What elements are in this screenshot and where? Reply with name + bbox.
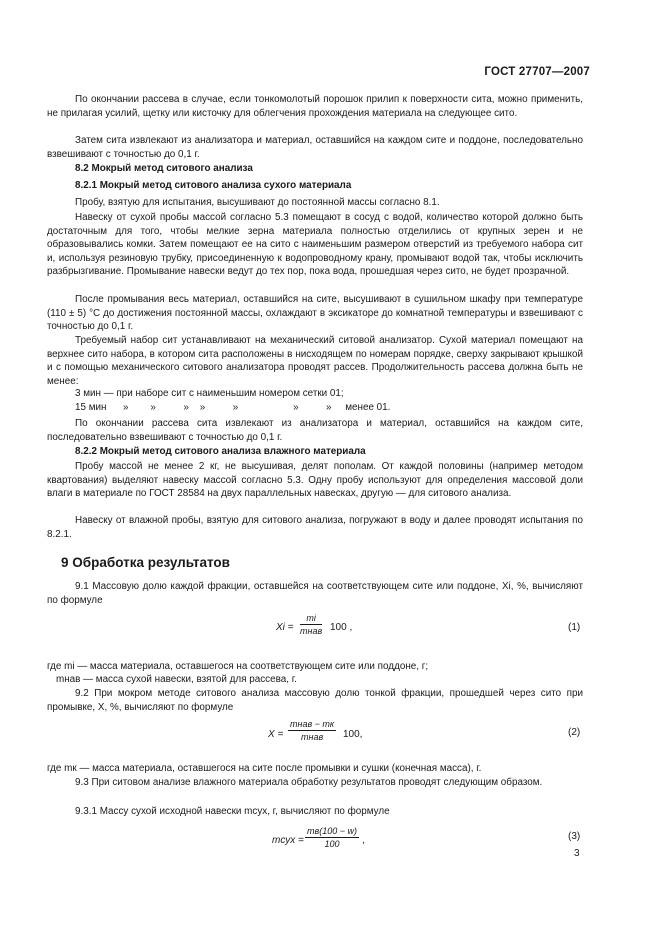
duration-row-2: 15 мин » » » » » » » менее 01. [75,402,391,413]
section-9-title: 9 Обработка результатов [61,555,230,570]
formula-2-rest: 100, [343,729,363,740]
paragraph-9-3: 9.3 При ситовом анализе влажного материала обработку результатов проводят следующим образом. [75,777,543,788]
formula-1-rest: 100 , [330,622,353,633]
formula-3-lhs: mсух = [272,835,304,846]
paragraph-wash: Навеску от сухой пробы массой согласно 5.3 помещают в сосуд с водой, количество которой должно быть достаточным для того, чтобы мелкие зерна материала полностью отделились от крупных зерен и не образовывались комки. Затем помещают ее на сито с наименьшим размером отверстий из требуемого набора сит и, используя резиновую трубку, присоединенную к водопроводному крану, промывают водой так, чтобы исключить разбрызгивание. Промывание навески ведут до тех пор, пока вода, прошедшая через сито, не будет прозрачной. [47,212,583,278]
formula-1-denominator: mнав [300,626,323,636]
where-m-i: где mi — масса материала, оставшегося на соответствующем сите или поддоне, г; [47,661,429,672]
heading-8-2-1: 8.2.1 Мокрый метод ситового анализа сухого материала [75,180,352,191]
formula-2-denominator: mнав [301,732,324,742]
formula-3-denominator: 100 [324,839,340,849]
where-m-k: где mк — масса материала, оставшегося на сите после промывки и сушки (конечная масса), г. [47,763,482,774]
paragraph-9-2: 9.2 При мокром методе ситового анализа массовую долю тонкой фракции, прошедшей через сито при промывке, X, %, вычисляют по формуле [47,688,583,713]
formula-2-number: (2) [568,727,581,738]
standard-header: ГОСТ 27707—2007 [484,66,590,78]
heading-8-2-2: 8.2.2 Мокрый метод ситового анализа влажного материала [75,446,366,457]
paragraph-wet-sample: Пробу массой не менее 2 кг, не высушивая, делят пополам. От каждой половины (например методом квартования) выделяют навеску массой согласно 5.3. Одну пробу используют для определения массовой доли влаги в материале по ГОСТ 28584 на двух параллельных навесках, другую — для ситового анализа. [47,461,583,500]
heading-8-2: 8.2 Мокрый метод ситового анализа [75,163,253,174]
paragraph-weigh: Затем сита извлекают из анализатора и материал, оставшийся на каждом сите и поддоне, последовательно взвешивают с точностью до 0,1 г. [47,135,583,160]
where-m-nav: mнав — масса сухой навески, взятой для рассева, г. [56,674,297,685]
formula-1-number: (1) [568,622,581,633]
paragraph-9-1: 9.1 Массовую долю каждой фракции, оставшейся на соответствующем сите или поддоне, Xi, %, вычисляют по формуле [47,581,583,606]
paragraph-analyzer: Требуемый набор сит устанавливают на механический ситовой анализатор. Сухой материал помещают на верхнее сито набора, в котором сита расположены в нисходящем по номерам порядке, сверху закрывают крышкой и с помощью механического ситового анализатора проводят рассев. Продолжительность рассева должна быть не менее: [47,335,583,387]
formula-3-fraction [305,826,359,849]
formula-3-number: (3) [568,831,581,842]
formula-3-numerator: mв(100 − w) [307,826,357,836]
formula-3-rest: , [362,835,365,846]
formula-1-numerator: mi [300,613,322,625]
formula-1-lhs: Xi = [276,622,294,633]
formula-2-numerator: mнав − mк [290,719,335,729]
paragraph-dry-sample: Пробу, взятую для испытания, высушивают до постоянной массы согласно 8.1. [75,197,440,208]
paragraph-sieve-brush: По окончании рассева в случае, если тонкомолотый порошок прилип к поверхности сита, можно применить, не прилагая усилий, щетку или кисточку для облегчения прохождения материала на следующее сито. [47,94,583,119]
paragraph-wet-test: Навеску от влажной пробы, взятую для ситового анализа, погружают в воду и далее проводят испытания по 8.2.1. [47,515,583,540]
formula-2-fraction [288,719,336,742]
page-number: 3 [574,848,580,859]
formula-2-lhs: X = [268,729,284,740]
formula-1-fraction [300,613,322,636]
paragraph-9-3-1: 9.3.1 Массу сухой исходной навески mсух, г, вычисляют по формуле [75,806,390,817]
duration-row-1: 3 мин — при наборе сит с наименьшим номером сетки 01; [75,388,344,399]
paragraph-drying: После промывания весь материал, оставшийся на сите, высушивают в сушильном шкафу при температуре (110 ± 5) °С до достижения постоянной массы, охлаждают в эксикаторе до комнатной температуры и взвешивают с точностью до 0,1 г. [47,294,583,333]
paragraph-final-weigh: По окончании рассева сита извлекают из анализатора и материал, оставшийся на каждом сите, последовательно взвешивают с точностью до 0,1 г. [47,418,583,443]
